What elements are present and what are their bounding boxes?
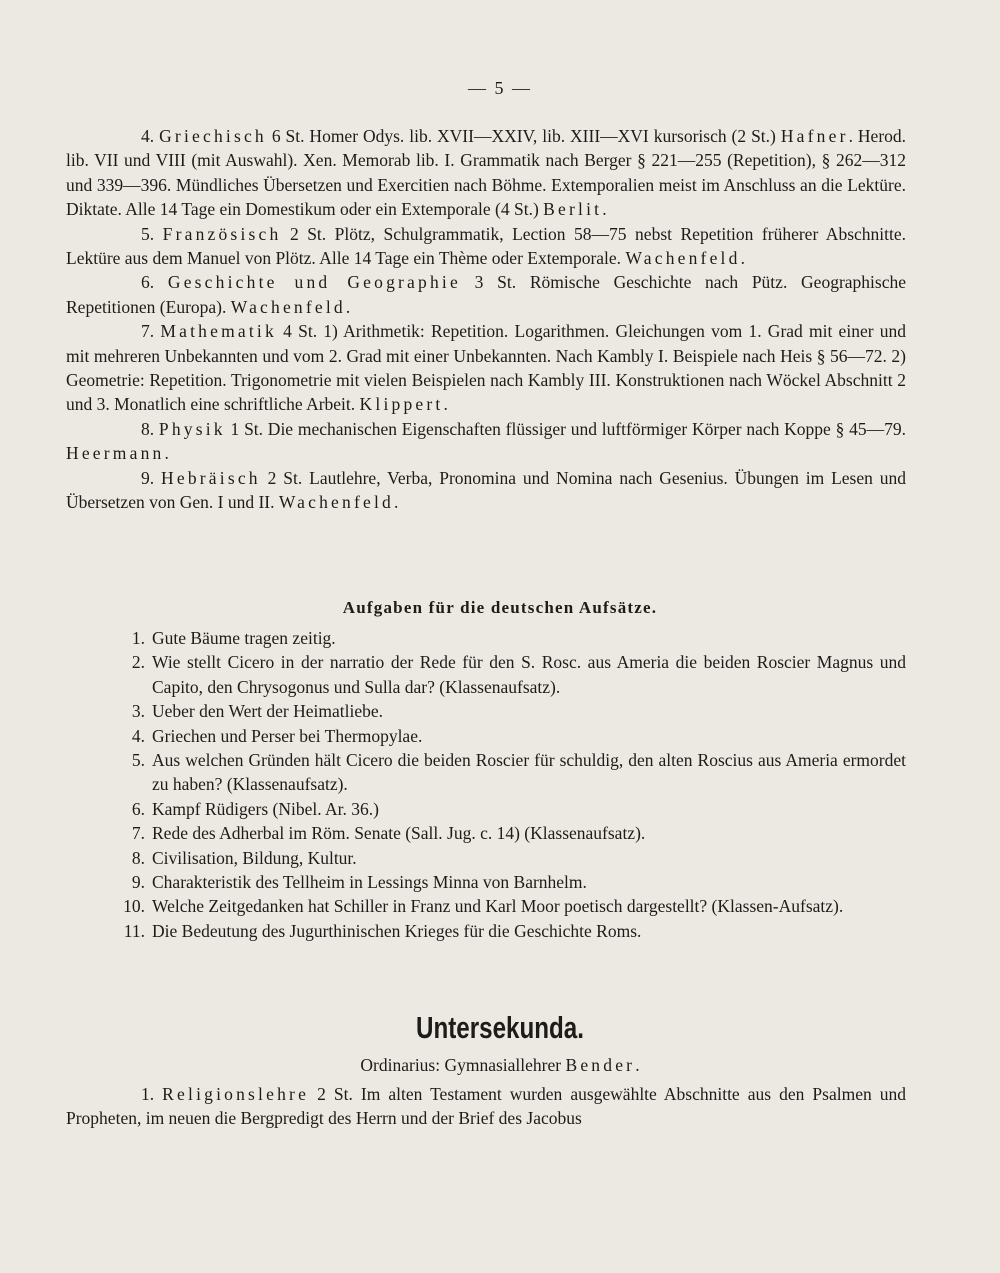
subject-name: Hebräisch bbox=[161, 467, 261, 488]
subject-text-cont: . bbox=[443, 394, 448, 415]
final-subject bbox=[66, 1082, 906, 1131]
essay-text: Kampf Rüdigers (Nibel. Ar. 36.) bbox=[152, 798, 379, 819]
essay-item bbox=[105, 797, 906, 821]
essay-text: Charakteristik des Tellheim in Lessings Minna von Barnhelm. bbox=[152, 872, 587, 893]
essay-item bbox=[105, 650, 906, 699]
ordinarius-name: Bender bbox=[565, 1055, 636, 1075]
essay-text: Aus welchen Gründen hält Cicero die beiden Roscier für schuldig, den alten Roscius aus Ameria ermordet zu haben? (Klassenaufsatz). bbox=[152, 750, 906, 795]
subject-teacher: Hafner bbox=[780, 126, 849, 146]
subject-number: 9. bbox=[141, 467, 155, 488]
subject-text-cont: . bbox=[164, 443, 169, 464]
subject-text: 6 St. Homer Odys. lib. XVII—XXIV, lib. XIII—XVI kursorisch (2 St.) bbox=[266, 126, 781, 146]
subject-text-cont: . bbox=[393, 492, 399, 513]
essay-number: 10. bbox=[123, 896, 145, 917]
essay-item bbox=[105, 724, 906, 748]
essay-item bbox=[105, 846, 906, 870]
essay-number: 5. bbox=[131, 750, 145, 771]
essay-number: 6. bbox=[131, 798, 145, 819]
subject-teacher: Wachenfeld bbox=[230, 296, 346, 317]
subject-number: 5. bbox=[141, 223, 155, 244]
subject-text: 2 St. Lautlehre, Verba, Pronomina und Nomina nach Gesenius. Übungen im Lesen und Übersetzen von Gen. I und II. bbox=[66, 467, 906, 513]
subject-paragraph bbox=[66, 319, 906, 417]
essay-number: 8. bbox=[131, 847, 145, 868]
essay-item bbox=[105, 870, 906, 894]
subject-number: 4. bbox=[141, 126, 155, 146]
essay-text: Ueber den Wert der Heimatliebe. bbox=[152, 701, 384, 722]
subject-paragraph bbox=[66, 1082, 906, 1131]
page-number: — 5 — bbox=[468, 78, 532, 98]
subject-text-cont: . bbox=[740, 248, 745, 269]
essay-text: Griechen und Perser bei Thermopylae. bbox=[152, 725, 423, 746]
essay-item bbox=[105, 821, 906, 845]
essay-text: Civilisation, Bildung, Kultur. bbox=[152, 847, 357, 868]
essay-number: 11. bbox=[123, 920, 145, 941]
subject-teacher: Wachenfeld bbox=[278, 492, 394, 513]
essay-number: 9. bbox=[131, 872, 145, 893]
essay-text: Wie stellt Cicero in der narratio der Rede für den S. Rosc. aus Ameria die beiden Roscier Magnus und Capito, den Chrysogonus und Sulla dar? (Klassenaufsatz). bbox=[152, 652, 906, 697]
ordinarius-period: . bbox=[635, 1055, 640, 1075]
essay-item bbox=[105, 748, 906, 797]
subject-paragraph bbox=[66, 222, 906, 271]
subject-teacher-2: Berlit bbox=[543, 199, 603, 220]
subject-paragraph bbox=[66, 417, 906, 466]
subject-name: Französisch bbox=[162, 223, 282, 244]
essay-text: Die Bedeutung des Jugurthinischen Krieges für die Geschichte Roms. bbox=[152, 920, 642, 941]
subject-name: Griechisch bbox=[159, 126, 267, 146]
subject-text-cont: . bbox=[345, 296, 351, 317]
essay-number: 1. bbox=[131, 628, 145, 648]
subject-text: 2 St. Im alten Testament wurden ausgewählte Abschnitte aus den Psalmen und Propheten, im neuen die Bergpredigt des Herrn und der Brief des Jacobus bbox=[66, 1084, 907, 1129]
subject-paragraph bbox=[66, 466, 906, 515]
subject-text-cont: . Herod. lib. VII und VIII (mit Auswahl). Xen. Memorab lib. I. Grammatik nach Berger § 221—255 (Repetition), § 262—312 und 339—396. Mündliches Übersetzen und Exercitien nach Böhme. Extemporalien meist im Anschluss an die Lektüre. Diktate. Alle 14 Tage ein Domestikum oder ein Extemporale (4 St.) bbox=[66, 126, 907, 220]
subject-teacher: Heermann bbox=[66, 443, 165, 464]
essay-number: 4. bbox=[131, 725, 145, 746]
subject-text: 2 St. Plötz, Schulgrammatik, Lection 58—75 nebst Repetition früherer Abschnitte. Lektüre aus dem Manuel von Plötz. Alle 14 Tage ein Thème oder Extemporale. bbox=[66, 223, 907, 269]
subject-number: 6. bbox=[141, 272, 155, 293]
essay-number: 7. bbox=[131, 823, 145, 844]
essay-heading: Aufgaben für die deutschen Aufsätze. bbox=[342, 598, 658, 617]
essay-item bbox=[105, 919, 906, 943]
essay-text: Welche Zeitgedanken hat Schiller in Franz und Karl Moor poetisch dargestellt? (Klassen-Aufsatz). bbox=[152, 896, 844, 917]
ordinarius-line bbox=[0, 1055, 1000, 1076]
subject-number: 7. bbox=[141, 321, 155, 342]
subject-teacher: Klippert bbox=[359, 394, 444, 415]
subject-paragraph bbox=[66, 270, 906, 319]
subject-text: 4 St. 1) Arithmetik: Repetition. Logarithmen. Gleichungen vom 1. Grad mit einer und mit mehreren Unbekannten und vom 2. Grad mit einer Unbekannten. Nach Kambly I. Beispiele nach Heis § 56—72. 2) Geometrie: Repetition. Trigonometrie mit vielen Beispielen nach Kambly III. Konstruktionen nach Wöckel Abschnitt 2 und 3. Monatlich eine schriftliche Arbeit. bbox=[66, 321, 907, 415]
essay-item bbox=[105, 699, 906, 723]
ordinarius-label: Ordinarius: Gymnasiallehrer bbox=[360, 1055, 566, 1075]
essay-number: 2. bbox=[131, 652, 145, 673]
section-title: Untersekunda. bbox=[416, 1010, 584, 1045]
essay-list bbox=[105, 626, 906, 943]
subject-paragraph bbox=[66, 124, 906, 222]
essay-number: 3. bbox=[131, 701, 145, 722]
subject-teacher: Wachenfeld bbox=[625, 248, 741, 269]
subject-text: 3 St. Römische Geschichte nach Pütz. Geographische Repetitionen (Europa). bbox=[66, 272, 907, 317]
subject-name: Mathematik bbox=[160, 321, 277, 342]
essay-text: Rede des Adherbal im Röm. Senate (Sall. Jug. c. 14) (Klassenaufsatz). bbox=[152, 823, 646, 844]
subject-text-end: . bbox=[602, 199, 607, 220]
subject-text: 1 St. Die mechanischen Eigenschaften flüssiger und luftförmiger Körper nach Koppe § 45—79. bbox=[225, 418, 906, 439]
subject-name: Geschichte und Geographie bbox=[167, 272, 461, 293]
subject-name: Physik bbox=[158, 418, 226, 439]
subject-list bbox=[66, 124, 906, 515]
subject-number: 1. bbox=[141, 1084, 155, 1104]
subject-number: 8. bbox=[141, 418, 155, 439]
essay-text: Gute Bäume tragen zeitig. bbox=[152, 628, 336, 648]
subject-name: Religionslehre bbox=[162, 1084, 310, 1104]
essay-item bbox=[105, 894, 906, 918]
essay-item bbox=[105, 626, 906, 650]
